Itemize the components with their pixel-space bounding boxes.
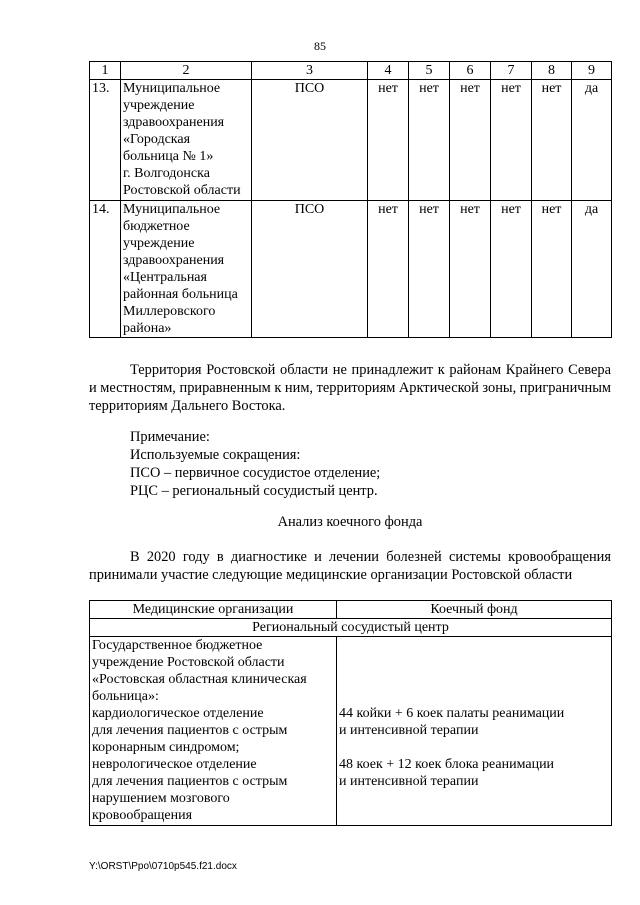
note-title: Примечание: — [130, 429, 210, 445]
section-row — [90, 619, 612, 637]
org-line: больница»: — [92, 689, 159, 704]
header-cell: 5 — [409, 62, 450, 80]
name-line: Миллеровского — [123, 304, 216, 319]
header-cell: 1 — [90, 62, 121, 80]
header-cell: 4 — [368, 62, 409, 80]
value-cell: нет — [532, 80, 572, 201]
page-number: 85 — [314, 39, 326, 53]
name-line: здравоохранения — [123, 115, 225, 130]
org-line: кровообращения — [92, 808, 193, 823]
header-cell: 9 — [572, 62, 612, 80]
name-line: учреждение — [123, 236, 195, 251]
header-organizations: Медицинские организации — [90, 601, 337, 619]
header-cell: 3 — [252, 62, 368, 80]
bed-fund-table — [89, 600, 612, 826]
header-cell: 2 — [121, 62, 252, 80]
organization-name — [121, 201, 252, 338]
analysis-paragraph: В 2020 году в диагностике и лечении болезней системы кровообращения принимали участие следующие медицинские организации Ростовской области — [89, 549, 611, 583]
header-cell: 8 — [532, 62, 572, 80]
name-line: района» — [123, 321, 172, 336]
value-cell: нет — [409, 201, 450, 338]
header-bed-fund: Коечный фонд — [337, 601, 612, 619]
department-type: ПСО — [252, 80, 368, 201]
organization-cell — [90, 637, 337, 826]
department-type: ПСО — [252, 201, 368, 338]
table-row — [90, 637, 612, 826]
name-line: больница № 1» — [123, 149, 214, 164]
org-line: Государственное бюджетное — [92, 638, 263, 653]
note-pso: ПСО – первичное сосудистое отделение; — [130, 465, 381, 481]
org-line: для лечения пациентов с острым — [92, 774, 288, 789]
territory-paragraph: Территория Ростовской области не принадлежит к районам Крайнего Севера и местностям, приравненным к ним, территориям Арктической зоны, приграничным территориям Дальнего Востока. — [89, 362, 611, 414]
value-cell: нет — [491, 80, 532, 201]
table-row — [90, 80, 612, 201]
beds-neuro-line: 48 коек + 12 коек блока реанимации — [339, 757, 555, 772]
header-row — [90, 62, 612, 80]
name-line: районная больница — [123, 287, 238, 302]
org-line: учреждение Ростовской области — [92, 655, 285, 670]
name-line: Муниципальное — [123, 202, 221, 217]
value-cell: нет — [368, 201, 409, 338]
value-cell: да — [572, 80, 612, 201]
section-heading: Анализ коечного фонда — [277, 514, 423, 530]
beds-cardio-line: 44 койки + 6 коек палаты реанимации — [339, 706, 565, 721]
value-cell: нет — [491, 201, 532, 338]
row-number: 14. — [90, 201, 121, 338]
value-cell: нет — [409, 80, 450, 201]
org-line: «Ростовская областная клиническая — [92, 672, 307, 687]
name-line: бюджетное — [123, 219, 190, 234]
facilities-table — [89, 61, 612, 338]
org-line: нарушением мозгового — [92, 791, 230, 806]
beds-neuro-line: и интенсивной терапии — [339, 774, 479, 789]
name-line: «Центральная — [123, 270, 207, 285]
header-cell: 7 — [491, 62, 532, 80]
value-cell: да — [572, 201, 612, 338]
beds-cell — [337, 637, 612, 826]
value-cell: нет — [532, 201, 572, 338]
value-cell: нет — [450, 80, 491, 201]
org-line: кардиологическое отделение — [92, 706, 264, 721]
row-number: 13. — [90, 80, 121, 201]
table-row — [90, 201, 612, 338]
name-line: учреждение — [123, 98, 195, 113]
file-path-footer: Y:\ORST\Ppo\0710p545.f21.docx — [89, 861, 237, 872]
name-line: Муниципальное — [123, 81, 221, 96]
name-line: «Городская — [123, 132, 191, 147]
org-line: для лечения пациентов с острым — [92, 723, 288, 738]
value-cell: нет — [450, 201, 491, 338]
header-cell: 6 — [450, 62, 491, 80]
name-line: здравоохранения — [123, 253, 225, 268]
header-row — [90, 601, 612, 619]
org-line: коронарным синдромом; — [92, 740, 240, 755]
note-intro: Используемые сокращения: — [130, 447, 301, 463]
org-line: неврологическое отделение — [92, 757, 257, 772]
name-line: Ростовской области — [123, 183, 241, 198]
organization-name — [121, 80, 252, 201]
beds-cardio-line: и интенсивной терапии — [339, 723, 479, 738]
name-line: г. Волгодонска — [123, 166, 210, 181]
value-cell: нет — [368, 80, 409, 201]
note-rsc: РЦС – региональный сосудистый центр. — [130, 483, 378, 499]
section-title: Региональный сосудистый центр — [90, 619, 612, 637]
